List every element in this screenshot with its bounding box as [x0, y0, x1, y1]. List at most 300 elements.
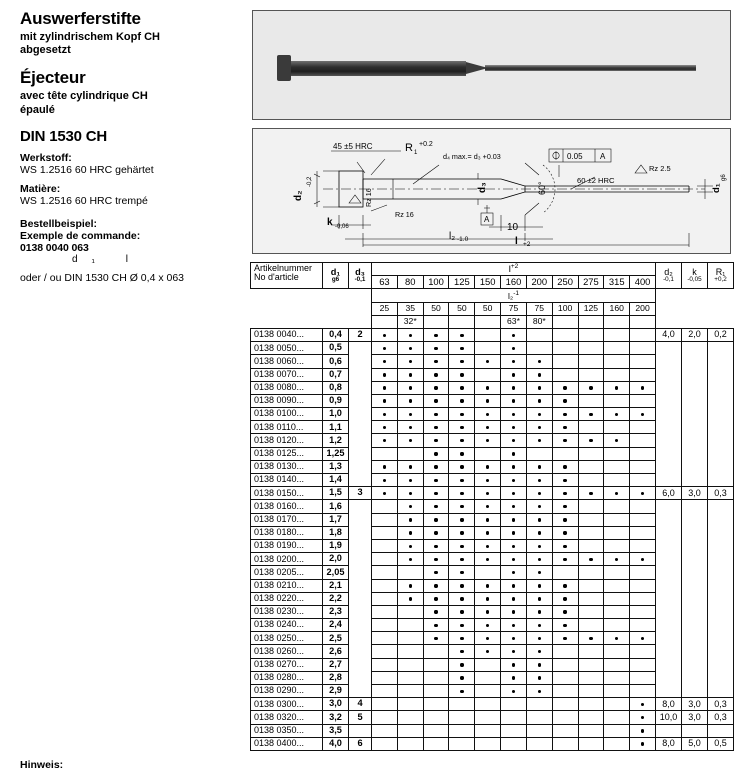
- table-row[interactable]: [251, 553, 734, 566]
- availability-empty: [397, 698, 423, 711]
- availability-dot: [397, 434, 423, 447]
- table-row[interactable]: [251, 447, 734, 460]
- cell-d3: [349, 671, 372, 684]
- cell-k: [682, 724, 708, 737]
- cell-d3: [349, 658, 372, 671]
- availability-dot: [526, 526, 552, 539]
- cell-d2: [656, 632, 682, 645]
- availability-dot: [526, 460, 552, 473]
- availability-empty: [475, 724, 501, 737]
- cell-d2: [656, 724, 682, 737]
- table-row[interactable]: [251, 711, 734, 724]
- availability-empty: [604, 421, 630, 434]
- cell-k: 3,0: [682, 711, 708, 724]
- availability-dot: [397, 342, 423, 355]
- cell-d1: 1,0: [323, 408, 349, 421]
- product-subtitle-de-2: abgesetzt: [20, 44, 71, 57]
- cell-d2: [656, 408, 682, 421]
- cell-d2: [656, 579, 682, 592]
- availability-dot: [526, 421, 552, 434]
- cell-d2: [656, 421, 682, 434]
- availability-dot: [475, 487, 501, 500]
- cell-k: [682, 658, 708, 671]
- availability-dot: [372, 460, 398, 473]
- cell-k: [682, 421, 708, 434]
- availability-dot: [630, 698, 656, 711]
- pin-shank-shape: [291, 61, 466, 76]
- cell-d3: [349, 421, 372, 434]
- cell-d3: [349, 381, 372, 394]
- table-row[interactable]: [251, 355, 734, 368]
- availability-dot: [501, 408, 527, 421]
- availability-dot: [526, 355, 552, 368]
- cell-article: 0138 0125...: [251, 447, 323, 460]
- l2-alt-3: [449, 315, 475, 328]
- availability-empty: [604, 737, 630, 750]
- availability-empty: [552, 698, 578, 711]
- availability-empty: [578, 355, 604, 368]
- cell-d1: 0,5: [323, 342, 349, 355]
- availability-dot: [449, 685, 475, 698]
- left-info-panel: [0, 0, 248, 781]
- availability-empty: [475, 685, 501, 698]
- availability-dot: [423, 328, 449, 341]
- table-row[interactable]: [251, 632, 734, 645]
- availability-dot: [423, 447, 449, 460]
- table-row[interactable]: [251, 381, 734, 394]
- availability-dot: [449, 474, 475, 487]
- table-row[interactable]: [251, 671, 734, 684]
- availability-dot: [449, 539, 475, 552]
- availability-dot: [449, 447, 475, 460]
- availability-empty: [475, 328, 501, 341]
- availability-dot: [526, 394, 552, 407]
- cell-r1: 0,3: [708, 487, 734, 500]
- availability-dot: [578, 381, 604, 394]
- availability-dot: [423, 605, 449, 618]
- availability-dot: [630, 553, 656, 566]
- availability-dot: [501, 447, 527, 460]
- table-row[interactable]: [251, 328, 734, 341]
- cell-article: 0138 0280...: [251, 671, 323, 684]
- cell-r1: [708, 645, 734, 658]
- availability-empty: [501, 737, 527, 750]
- header-row-l2-group: [251, 289, 734, 302]
- header-row-l2-alt: [251, 315, 734, 328]
- availability-dot: [501, 579, 527, 592]
- cell-d2: [656, 434, 682, 447]
- cell-article: 0138 0220...: [251, 592, 323, 605]
- availability-dot: [475, 592, 501, 605]
- cell-d2: [656, 553, 682, 566]
- availability-empty: [604, 711, 630, 724]
- availability-empty: [501, 698, 527, 711]
- table-row[interactable]: [251, 460, 734, 473]
- availability-empty: [397, 645, 423, 658]
- availability-dot: [449, 342, 475, 355]
- drawing-label-l-tol: +2: [523, 241, 531, 248]
- availability-empty: [423, 685, 449, 698]
- availability-empty: [604, 526, 630, 539]
- table-row[interactable]: [251, 566, 734, 579]
- cell-d2: 8,0: [656, 737, 682, 750]
- availability-empty: [423, 698, 449, 711]
- availability-dot: [526, 500, 552, 513]
- cell-r1: [708, 421, 734, 434]
- availability-dot: [423, 474, 449, 487]
- table-row[interactable]: [251, 685, 734, 698]
- table-row[interactable]: [251, 513, 734, 526]
- availability-empty: [372, 539, 398, 552]
- pin-tip-shape: [485, 65, 696, 71]
- drawing-label-k: k: [327, 217, 333, 228]
- availability-empty: [552, 328, 578, 341]
- cell-d3: 3: [349, 487, 372, 500]
- availability-dot: [423, 500, 449, 513]
- cell-d2: [656, 381, 682, 394]
- availability-dot: [604, 408, 630, 421]
- availability-dot: [449, 394, 475, 407]
- availability-empty: [578, 566, 604, 579]
- cell-d3: [349, 579, 372, 592]
- availability-empty: [604, 460, 630, 473]
- availability-dot: [501, 645, 527, 658]
- cell-k: [682, 553, 708, 566]
- cell-r1: 0,5: [708, 737, 734, 750]
- cell-d2: [656, 474, 682, 487]
- cell-k: [682, 434, 708, 447]
- cell-d1: 1,6: [323, 500, 349, 513]
- cell-article: 0138 0200...: [251, 553, 323, 566]
- availability-dot: [630, 724, 656, 737]
- table-row[interactable]: [251, 658, 734, 671]
- availability-dot: [526, 658, 552, 671]
- availability-empty: [630, 355, 656, 368]
- availability-empty: [578, 605, 604, 618]
- availability-dot: [552, 381, 578, 394]
- availability-dot: [449, 632, 475, 645]
- availability-empty: [372, 737, 398, 750]
- availability-dot: [630, 381, 656, 394]
- availability-empty: [552, 658, 578, 671]
- table-row[interactable]: [251, 474, 734, 487]
- cell-d2: 8,0: [656, 698, 682, 711]
- availability-empty: [372, 447, 398, 460]
- availability-dot: [372, 355, 398, 368]
- availability-dot: [449, 579, 475, 592]
- table-row[interactable]: [251, 605, 734, 618]
- availability-empty: [604, 619, 630, 632]
- availability-dot: [397, 553, 423, 566]
- table-row[interactable]: [251, 579, 734, 592]
- drawing-label-k-tol: -0,06: [335, 224, 349, 230]
- availability-dot: [449, 553, 475, 566]
- order-example-legend: d₁ l: [72, 254, 142, 266]
- availability-dot: [449, 566, 475, 579]
- availability-dot: [526, 539, 552, 552]
- availability-dot: [552, 487, 578, 500]
- table-row[interactable]: [251, 737, 734, 750]
- availability-empty: [397, 737, 423, 750]
- cell-r1: [708, 513, 734, 526]
- order-example-alternative: oder / ou DIN 1530 CH Ø 0,4 x 063: [20, 272, 185, 285]
- table-row[interactable]: [251, 698, 734, 711]
- availability-dot: [552, 513, 578, 526]
- cell-d1: 3,0: [323, 698, 349, 711]
- drawing-label-dim10: 10: [507, 222, 519, 233]
- header-d3: d₃ -0,1: [349, 263, 372, 289]
- table-row[interactable]: [251, 539, 734, 552]
- drawing-label-d1-tol: g6: [721, 174, 727, 181]
- availability-empty: [578, 737, 604, 750]
- availability-empty: [372, 658, 398, 671]
- availability-dot: [526, 381, 552, 394]
- availability-dot: [630, 487, 656, 500]
- cell-article: 0138 0260...: [251, 645, 323, 658]
- technical-drawing: [252, 128, 731, 254]
- drawing-label-radius-sub: 1: [414, 150, 418, 156]
- cell-d1: 2,9: [323, 685, 349, 698]
- availability-dot: [630, 711, 656, 724]
- cell-article: 0138 0320...: [251, 711, 323, 724]
- availability-dot: [501, 487, 527, 500]
- availability-empty: [372, 671, 398, 684]
- availability-empty: [578, 579, 604, 592]
- table-row[interactable]: [251, 592, 734, 605]
- header-length-250: 250: [552, 276, 578, 289]
- cell-r1: 0,3: [708, 711, 734, 724]
- availability-empty: [604, 605, 630, 618]
- availability-dot: [552, 526, 578, 539]
- availability-dot: [423, 566, 449, 579]
- l2-value-7: 100: [552, 302, 578, 315]
- header-length-150: 150: [475, 276, 501, 289]
- availability-dot: [578, 487, 604, 500]
- availability-empty: [372, 605, 398, 618]
- cell-article: 0138 0050...: [251, 342, 323, 355]
- availability-dot: [501, 671, 527, 684]
- cell-d2: 6,0: [656, 487, 682, 500]
- drawing-label-l2-tol: -1.0: [457, 236, 469, 243]
- cell-d3: 2: [349, 328, 372, 341]
- drawing-label-hrc-shank: 60 ±2 HRC: [577, 176, 615, 185]
- cell-r1: [708, 460, 734, 473]
- drawing-label-d3: d₃: [477, 182, 488, 193]
- availability-empty: [423, 658, 449, 671]
- availability-empty: [552, 566, 578, 579]
- table-row[interactable]: [251, 487, 734, 500]
- availability-dot: [423, 434, 449, 447]
- cell-d3: 4: [349, 698, 372, 711]
- specification-table: [250, 262, 734, 751]
- availability-empty: [526, 447, 552, 460]
- availability-dot: [578, 408, 604, 421]
- availability-dot: [501, 355, 527, 368]
- cell-k: 5,0: [682, 737, 708, 750]
- availability-dot: [526, 592, 552, 605]
- cell-article: 0138 0290...: [251, 685, 323, 698]
- cell-article: 0138 0190...: [251, 539, 323, 552]
- availability-dot: [526, 408, 552, 421]
- availability-dot: [449, 421, 475, 434]
- cell-d3: [349, 500, 372, 513]
- availability-empty: [578, 394, 604, 407]
- availability-empty: [630, 526, 656, 539]
- availability-empty: [604, 579, 630, 592]
- l2-alt-7: [552, 315, 578, 328]
- cell-d1: 1,8: [323, 526, 349, 539]
- availability-dot: [552, 619, 578, 632]
- table-row[interactable]: [251, 724, 734, 737]
- availability-empty: [397, 685, 423, 698]
- cell-k: [682, 632, 708, 645]
- availability-dot: [449, 619, 475, 632]
- cell-k: [682, 526, 708, 539]
- availability-empty: [397, 711, 423, 724]
- availability-empty: [397, 658, 423, 671]
- availability-dot: [475, 579, 501, 592]
- l2-alt-10: [630, 315, 656, 328]
- cell-article: 0138 0150...: [251, 487, 323, 500]
- availability-dot: [475, 513, 501, 526]
- availability-dot: [423, 487, 449, 500]
- availability-empty: [501, 724, 527, 737]
- cell-d3: [349, 513, 372, 526]
- cell-d2: [656, 460, 682, 473]
- product-subtitle-fr-2: épaulé: [20, 103, 55, 116]
- availability-dot: [501, 685, 527, 698]
- header-length-315: 315: [604, 276, 630, 289]
- l2-alt-9: [604, 315, 630, 328]
- availability-empty: [604, 513, 630, 526]
- cell-article: 0138 0140...: [251, 474, 323, 487]
- availability-empty: [397, 566, 423, 579]
- availability-dot: [475, 500, 501, 513]
- product-title-fr: Éjecteur: [20, 68, 86, 88]
- availability-empty: [423, 737, 449, 750]
- availability-dot: [449, 328, 475, 341]
- cell-article: 0138 0240...: [251, 619, 323, 632]
- cell-r1: [708, 685, 734, 698]
- availability-empty: [604, 500, 630, 513]
- drawing-label-radius: R: [405, 142, 413, 154]
- availability-empty: [630, 447, 656, 460]
- availability-dot: [630, 408, 656, 421]
- availability-empty: [397, 447, 423, 460]
- cell-r1: [708, 526, 734, 539]
- cell-d1: 2,1: [323, 579, 349, 592]
- cell-d2: [656, 671, 682, 684]
- availability-dot: [552, 632, 578, 645]
- availability-empty: [630, 500, 656, 513]
- availability-empty: [552, 447, 578, 460]
- material-label-de: Werkstoff:: [20, 152, 72, 165]
- cell-d2: [656, 447, 682, 460]
- header-row-l2-values: [251, 302, 734, 315]
- cell-r1: [708, 605, 734, 618]
- l2-value-8: 125: [578, 302, 604, 315]
- availability-dot: [397, 381, 423, 394]
- availability-empty: [630, 645, 656, 658]
- cell-k: 3,0: [682, 487, 708, 500]
- availability-dot: [449, 658, 475, 671]
- cell-d1: 1,5: [323, 487, 349, 500]
- availability-empty: [397, 671, 423, 684]
- availability-empty: [578, 671, 604, 684]
- availability-empty: [630, 671, 656, 684]
- availability-dot: [604, 632, 630, 645]
- availability-empty: [578, 711, 604, 724]
- table-row[interactable]: [251, 619, 734, 632]
- availability-dot: [423, 342, 449, 355]
- availability-empty: [423, 711, 449, 724]
- table-row[interactable]: [251, 500, 734, 513]
- availability-empty: [372, 698, 398, 711]
- cell-article: 0138 0250...: [251, 632, 323, 645]
- availability-dot: [397, 408, 423, 421]
- table-row[interactable]: [251, 645, 734, 658]
- drawing-svg: [253, 129, 730, 253]
- cell-r1: [708, 408, 734, 421]
- availability-empty: [630, 579, 656, 592]
- availability-dot: [501, 526, 527, 539]
- cell-d1: 1,25: [323, 447, 349, 460]
- table-row[interactable]: [251, 368, 734, 381]
- availability-empty: [604, 724, 630, 737]
- pin-head-shape: [277, 55, 291, 81]
- cell-r1: [708, 592, 734, 605]
- cell-r1: [708, 579, 734, 592]
- drawing-label-hrc-head: 45 ±5 HRC: [333, 142, 373, 151]
- cell-d2: [656, 539, 682, 552]
- availability-empty: [475, 566, 501, 579]
- cell-r1: [708, 632, 734, 645]
- availability-dot: [475, 632, 501, 645]
- table-row[interactable]: [251, 421, 734, 434]
- cell-d3: [349, 566, 372, 579]
- availability-empty: [578, 500, 604, 513]
- cell-r1: [708, 368, 734, 381]
- table-row[interactable]: [251, 526, 734, 539]
- standard-designation: DIN 1530 CH: [20, 128, 108, 146]
- table-row[interactable]: [251, 394, 734, 407]
- drawing-label-rz16-b: Rz 16: [395, 210, 414, 219]
- availability-empty: [449, 737, 475, 750]
- availability-dot: [475, 394, 501, 407]
- availability-dot: [501, 592, 527, 605]
- availability-dot: [501, 605, 527, 618]
- availability-empty: [578, 474, 604, 487]
- availability-empty: [526, 711, 552, 724]
- availability-empty: [578, 447, 604, 460]
- availability-dot: [552, 474, 578, 487]
- availability-dot: [501, 434, 527, 447]
- availability-empty: [630, 421, 656, 434]
- availability-empty: [630, 566, 656, 579]
- cell-d1: 4,0: [323, 737, 349, 750]
- cell-r1: [708, 671, 734, 684]
- availability-empty: [604, 394, 630, 407]
- table-row[interactable]: [251, 342, 734, 355]
- availability-dot: [604, 553, 630, 566]
- cell-article: 0138 0300...: [251, 698, 323, 711]
- availability-empty: [630, 619, 656, 632]
- availability-dot: [526, 553, 552, 566]
- availability-dot: [552, 408, 578, 421]
- table-row[interactable]: [251, 434, 734, 447]
- table-row[interactable]: [251, 408, 734, 421]
- availability-dot: [449, 355, 475, 368]
